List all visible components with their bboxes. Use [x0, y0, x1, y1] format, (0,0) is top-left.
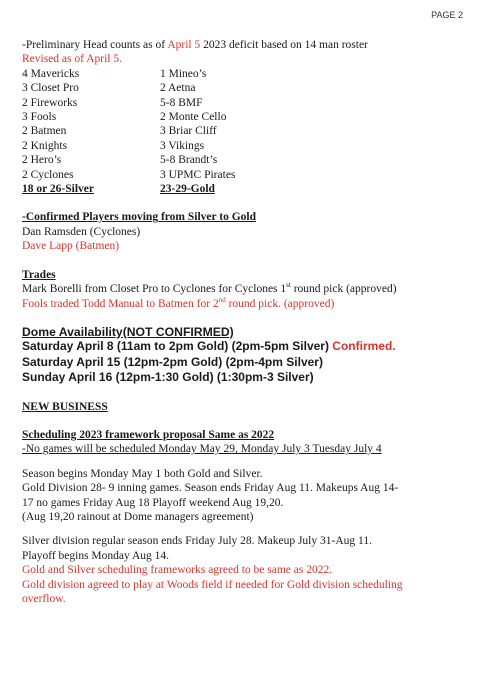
- gold-total: 23-29-Gold: [160, 183, 215, 196]
- trade-text: Fools traded Todd Manual to Batmen for 2: [22, 297, 219, 310]
- new-business-section: [22, 400, 467, 414]
- confirmed-heading: -Confirmed Players moving from Silver to Gold: [22, 211, 257, 224]
- headcount-title: [22, 38, 467, 52]
- silver-team: 2 Knights: [22, 139, 68, 152]
- silver-total: 18 or 26-Silver: [22, 183, 94, 196]
- scheduling-heading: Scheduling 2023 framework proposal Same as 2022: [22, 428, 275, 441]
- schedule-paragraph: [22, 534, 467, 606]
- no-games-note: -No games will be scheduled Monday May 29, Monday July 3 Tuesday July 4: [22, 443, 382, 456]
- silver-team: 3 Fools: [22, 111, 57, 124]
- trade-text: round pick. (approved): [225, 297, 335, 310]
- gold-team: 3 Vikings: [160, 139, 205, 152]
- dome-slot: Saturday April 15 (12pm-2pm Gold) (2pm-4pm Silver): [22, 354, 323, 369]
- silver-team: 2 Fireworks: [22, 96, 78, 109]
- schedule-line: Playoff begins Monday Aug 14.: [22, 549, 170, 562]
- schedule-line: Silver division regular season ends Friday July 28. Makeup July 31-Aug 11.: [22, 535, 372, 548]
- trades-heading: Trades: [22, 268, 56, 281]
- trade-text: round pick (approved): [290, 283, 397, 296]
- confirmed-player: Dave Lapp (Batmen): [22, 240, 120, 253]
- silver-column: [22, 67, 160, 197]
- confirmed-section: [22, 210, 467, 253]
- headcount-revised: Revised as of April 5.: [22, 53, 122, 66]
- schedule-line: (Aug 19,20 rainout at Dome managers agreement): [22, 510, 254, 523]
- gold-column: [160, 67, 467, 197]
- gold-team: 2 Aetna: [160, 82, 196, 95]
- silver-team: 2 Batmen: [22, 125, 67, 138]
- trade-item: [22, 297, 467, 311]
- silver-team: 3 Closet Pro: [22, 82, 79, 95]
- silver-team: 2 Cyclones: [22, 168, 74, 181]
- minutes-document: [22, 38, 467, 606]
- schedule-line: Gold Division 28- 9 inning games. Season ends Friday Aug 11. Makeups Aug 14-: [22, 482, 399, 495]
- trade-ordinal: st: [286, 281, 291, 290]
- page-number: PAGE 2: [431, 10, 463, 20]
- silver-team: 2 Hero’s: [22, 154, 62, 167]
- dome-slot: Sunday April 16 (12pm-1:30 Gold) (1:30pm-3 Silver): [22, 370, 314, 385]
- headcount-section: [22, 38, 467, 196]
- headcount-title-suffix: 2023 deficit based on 14 man roster: [200, 39, 368, 51]
- gold-team: 5-8 BMF: [160, 96, 203, 109]
- dome-slot: [22, 339, 467, 354]
- roster-table: [22, 67, 467, 197]
- headcount-title-prefix: -Preliminary Head counts as of: [22, 39, 168, 51]
- trades-section: [22, 268, 467, 311]
- silver-team: 4 Mavericks: [22, 67, 80, 80]
- schedule-line: Gold division agreed to play at Woods field if needed for Gold division scheduling: [22, 578, 403, 591]
- dome-confirmed-label: Confirmed.: [332, 339, 396, 354]
- gold-team: 2 Monte Cello: [160, 111, 227, 124]
- gold-team: 3 UPMC Pirates: [160, 168, 236, 181]
- dome-heading: Dome Availability(NOT CONFIRMED): [22, 324, 234, 339]
- schedule-line: overflow.: [22, 593, 66, 605]
- trade-item: [22, 282, 467, 296]
- confirmed-player: Dan Ramsden (Cyclones): [22, 225, 141, 238]
- dome-section: [22, 325, 467, 386]
- gold-team: 1 Mineo’s: [160, 67, 207, 80]
- gold-team: 3 Briar Cliff: [160, 125, 217, 138]
- scheduling-section: [22, 428, 467, 606]
- schedule-paragraph: [22, 467, 467, 525]
- trade-text: Mark Borelli from Closet Pro to Cyclones for Cyclones 1: [22, 283, 287, 296]
- dome-slot-text: Saturday April 8 (11am to 2pm Gold) (2pm-5pm Silver): [22, 339, 333, 354]
- new-business-heading: NEW BUSINESS: [22, 400, 108, 413]
- trade-ordinal: nd: [218, 295, 226, 304]
- gold-team: 5-8 Brandt’s: [160, 154, 218, 167]
- schedule-line: Season begins Monday May 1 both Gold and Silver.: [22, 467, 263, 480]
- headcount-title-date: April 5: [167, 39, 201, 51]
- schedule-line: 17 no games Friday Aug 18 Playoff weekend Aug 19,20.: [22, 496, 284, 509]
- schedule-line: Gold and Silver scheduling frameworks agreed to be same as 2022.: [22, 564, 333, 577]
